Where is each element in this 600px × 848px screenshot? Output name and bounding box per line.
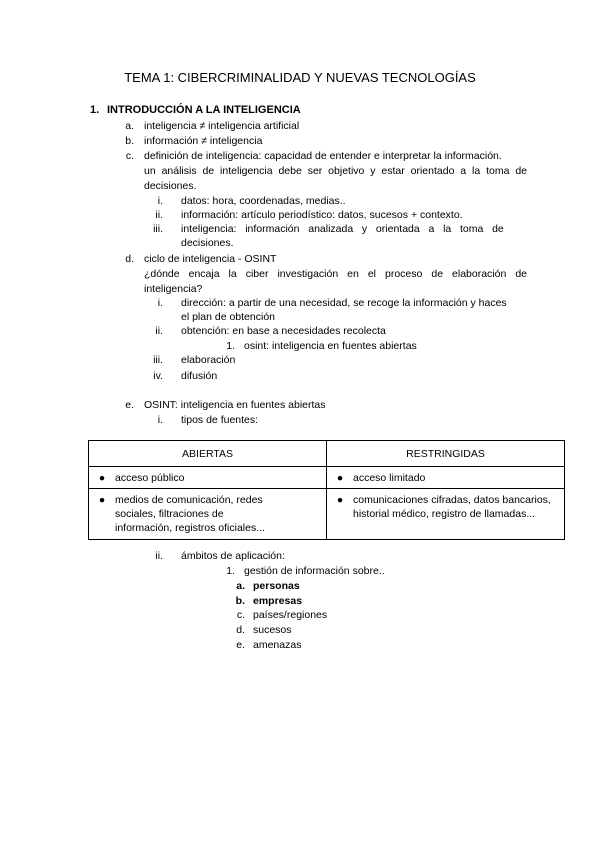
item-c-line: decisiones.: [144, 180, 197, 192]
item-d-iv-text: difusión: [181, 370, 218, 382]
cell-text-line: medios de comunicación, redes: [115, 494, 263, 506]
item-d-i-text: dirección: a partir de una necesidad, se recoge la información y haces: [181, 297, 507, 309]
page-title: TEMA 1: CIBERCRIMINALIDAD Y NUEVAS TECNOLOGÍAS: [124, 70, 476, 85]
item-c-iii-text: inteligencia: información analizada y orientada a la toma de: [181, 223, 504, 235]
item-b-text: información ≠ inteligencia: [144, 135, 263, 147]
table-cell: [327, 489, 565, 540]
cell-text: [115, 493, 326, 535]
table-cell: [89, 489, 327, 540]
letter-item-text: países/regiones: [253, 609, 328, 621]
list-marker-c-iii: iii.: [153, 223, 163, 235]
list-marker-letter: a.: [236, 580, 245, 592]
bullet-icon: ●: [336, 494, 344, 506]
table-header-row: [89, 441, 565, 467]
item-c-i-text: datos: hora, coordenadas, medias..: [181, 195, 346, 207]
section-number: 1.: [90, 104, 100, 116]
item-c-line: un análisis de inteligencia debe ser objetivo y estar orientado a la toma de: [144, 165, 527, 177]
list-marker-d: d.: [125, 253, 134, 265]
list-marker-c: c.: [125, 150, 134, 162]
letter-item-text: empresas: [253, 595, 303, 607]
letter-item-text: sucesos: [253, 624, 292, 636]
list-marker-a: a.: [125, 120, 134, 132]
item-e-ii-text: ámbitos de aplicación:: [181, 550, 285, 562]
item-d-question: inteligencia?: [144, 283, 203, 295]
cell-text-line: información, registros oficiales...: [115, 522, 265, 534]
cell-text: acceso limitado: [353, 471, 426, 484]
item-d-i-text: el plan de obtención: [181, 311, 275, 323]
list-marker-e: e.: [125, 399, 134, 411]
cell-text-line: comunicaciones cifradas, datos bancarios,: [353, 494, 551, 506]
item-e-i-text: tipos de fuentes:: [181, 414, 259, 426]
item-d-question: ¿dónde encaja la ciber investigación en el proceso de elaboración de: [144, 268, 527, 280]
list-marker-letter: b.: [235, 595, 245, 607]
table-row: [89, 489, 565, 540]
item-d-text: ciclo de inteligencia - OSINT: [144, 253, 277, 265]
bullet-icon: ●: [336, 471, 344, 484]
list-marker-e-ii-1: 1.: [226, 565, 235, 577]
letter-item-text: personas: [253, 580, 300, 592]
table-cell: [89, 467, 327, 489]
cell-text: [353, 493, 564, 521]
letter-item-text: amenazas: [253, 639, 302, 651]
table-header-abiertas: ABIERTAS: [89, 441, 327, 467]
item-c-line: definición de inteligencia: capacidad de entender e interpretar la información.: [144, 150, 502, 162]
item-a-text: inteligencia ≠ inteligencia artificial: [144, 120, 300, 132]
table-header-restringidas: RESTRINGIDAS: [327, 441, 565, 467]
list-marker-d-iii: iii.: [153, 354, 163, 366]
section-heading: INTRODUCCIÓN A LA INTELIGENCIA: [107, 104, 301, 116]
bullet-icon: ●: [98, 471, 106, 484]
list-marker-letter: d.: [236, 624, 245, 636]
list-marker-d-ii-1: 1.: [226, 340, 235, 352]
item-e-text: OSINT: inteligencia en fuentes abiertas: [144, 399, 326, 411]
cell-text-line: historial médico, registro de llamadas...: [353, 508, 536, 520]
table-row: [89, 467, 565, 489]
cell-text: acceso público: [115, 471, 185, 484]
item-e-ii-1-text: gestión de información sobre..: [244, 565, 385, 577]
item-c-iii-text: decisiones.: [181, 237, 234, 249]
sources-table: [88, 440, 565, 540]
list-marker-d-iv: iv.: [153, 370, 163, 382]
cell-text-line: sociales, filtraciones de: [115, 508, 224, 520]
list-marker-e-ii: ii.: [155, 550, 163, 562]
item-d-ii-1-text: osint: inteligencia en fuentes abiertas: [244, 340, 417, 352]
list-marker-b: b.: [125, 135, 134, 147]
list-marker-letter: c.: [236, 609, 245, 621]
list-marker-c-i: i.: [157, 195, 163, 207]
list-marker-e-i: i.: [157, 414, 163, 426]
list-marker-d-ii: ii.: [155, 325, 163, 337]
bullet-icon: ●: [98, 494, 106, 506]
item-d-ii-text: obtención: en base a necesidades recolecta: [181, 325, 386, 337]
table-cell: [327, 467, 565, 489]
list-marker-d-i: i.: [157, 297, 163, 309]
list-marker-letter: e.: [236, 639, 245, 651]
item-d-iii-text: elaboración: [181, 354, 236, 366]
list-marker-c-ii: ii.: [155, 209, 163, 221]
item-c-ii-text: información: artículo periodístico: datos, sucesos + contexto.: [181, 209, 463, 221]
